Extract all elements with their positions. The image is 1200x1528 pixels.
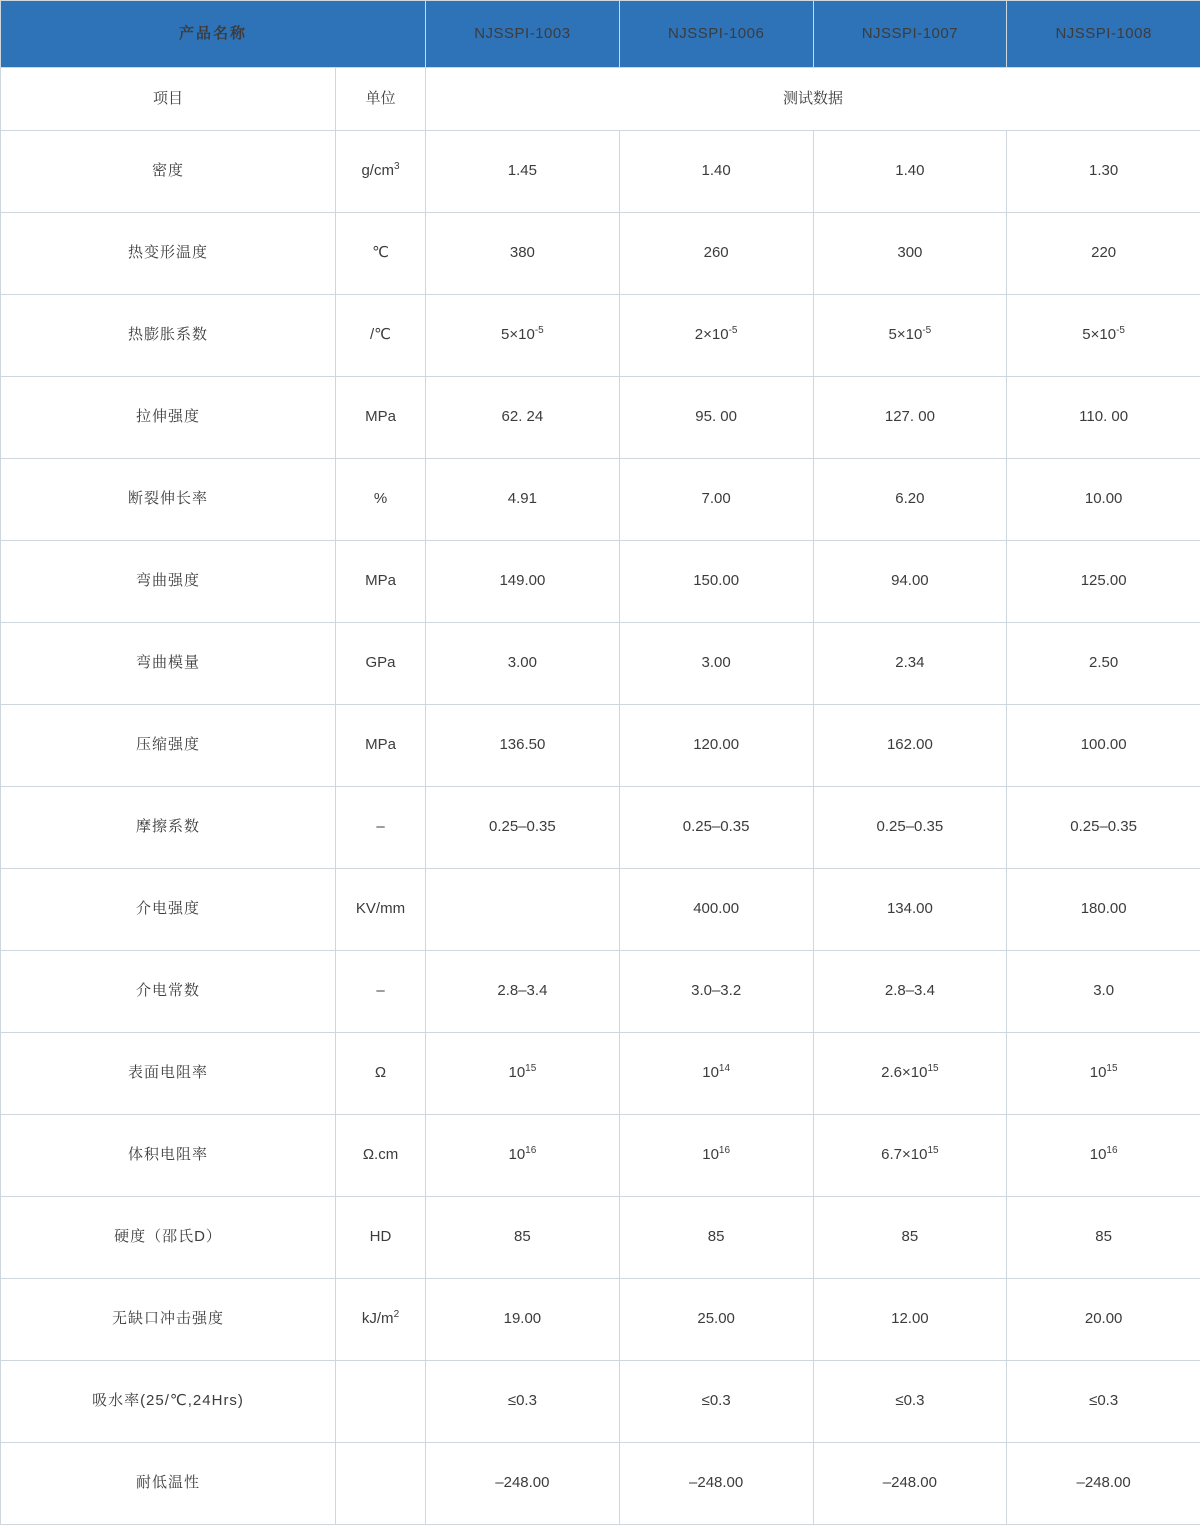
row-item-label: 耐低温性 xyxy=(1,1443,336,1525)
row-value: 0.25–0.35 xyxy=(426,787,620,869)
row-item-label: 体积电阻率 xyxy=(1,1115,336,1197)
header-product-4: NJSSPI-1008 xyxy=(1007,1,1200,68)
table-header xyxy=(1,1,1200,68)
row-value: ≤0.3 xyxy=(1007,1361,1200,1443)
row-unit: ℃ xyxy=(336,213,426,295)
row-item-label: 弯曲模量 xyxy=(1,623,336,705)
row-unit: KV/mm xyxy=(336,869,426,951)
row-value: 1.45 xyxy=(426,131,620,213)
row-value: 2.8–3.4 xyxy=(813,951,1007,1033)
row-value: 3.0 xyxy=(1007,951,1200,1033)
row-value: 300 xyxy=(813,213,1007,295)
row-value: 0.25–0.35 xyxy=(1007,787,1200,869)
row-value: $10^{16}$ xyxy=(1007,1115,1200,1197)
row-value: 3.00 xyxy=(426,623,620,705)
row-value: $6.7\times 10^{15}$ xyxy=(813,1115,1007,1197)
subheader-row xyxy=(1,68,1200,131)
row-unit: – xyxy=(336,951,426,1033)
row-unit: MPa xyxy=(336,541,426,623)
row-item-label: 断裂伸长率 xyxy=(1,459,336,541)
table-row xyxy=(1,623,1200,705)
row-unit: HD xyxy=(336,1197,426,1279)
table-row xyxy=(1,1033,1200,1115)
row-value: 12.00 xyxy=(813,1279,1007,1361)
table-row xyxy=(1,951,1200,1033)
row-value: 3.00 xyxy=(619,623,813,705)
header-product-2: NJSSPI-1006 xyxy=(619,1,813,68)
row-value: 380 xyxy=(426,213,620,295)
row-value: $2\times 10^{-5}$ xyxy=(619,295,813,377)
row-value: 0.25–0.35 xyxy=(813,787,1007,869)
row-unit: /℃ xyxy=(336,295,426,377)
row-value: 25.00 xyxy=(619,1279,813,1361)
row-value: 150.00 xyxy=(619,541,813,623)
row-item-label: 表面电阻率 xyxy=(1,1033,336,1115)
row-value: 100.00 xyxy=(1007,705,1200,787)
row-value: 85 xyxy=(426,1197,620,1279)
header-row xyxy=(1,1,1200,68)
row-value: 134.00 xyxy=(813,869,1007,951)
subheader-test-data: 测试数据 xyxy=(426,68,1200,131)
row-value: 1.40 xyxy=(813,131,1007,213)
row-value: 400.00 xyxy=(619,869,813,951)
subheader-item: 项目 xyxy=(1,68,336,131)
row-item-label: 吸水率(25/℃,24Hrs) xyxy=(1,1361,336,1443)
row-value: 260 xyxy=(619,213,813,295)
row-value: $5\times 10^{-5}$ xyxy=(813,295,1007,377)
row-value: 1.40 xyxy=(619,131,813,213)
table-row xyxy=(1,1197,1200,1279)
row-value: 110. 00 xyxy=(1007,377,1200,459)
table-row xyxy=(1,1361,1200,1443)
row-item-label: 摩擦系数 xyxy=(1,787,336,869)
table-body xyxy=(1,68,1200,1525)
row-value: $10^{16}$ xyxy=(426,1115,620,1197)
row-item-label: 介电常数 xyxy=(1,951,336,1033)
row-item-label: 硬度（邵氏D） xyxy=(1,1197,336,1279)
table-row xyxy=(1,1115,1200,1197)
row-value: –248.00 xyxy=(813,1443,1007,1525)
subheader-unit: 单位 xyxy=(336,68,426,131)
row-value: $10^{16}$ xyxy=(619,1115,813,1197)
table-row xyxy=(1,869,1200,951)
row-unit xyxy=(336,1361,426,1443)
row-value: 127. 00 xyxy=(813,377,1007,459)
row-value: 0.25–0.35 xyxy=(619,787,813,869)
row-value: $10^{14}$ xyxy=(619,1033,813,1115)
row-unit: GPa xyxy=(336,623,426,705)
row-item-label: 拉伸强度 xyxy=(1,377,336,459)
row-value: 6.20 xyxy=(813,459,1007,541)
header-product-1: NJSSPI-1003 xyxy=(426,1,620,68)
row-value: 162.00 xyxy=(813,705,1007,787)
header-product-name: 产品名称 xyxy=(1,1,426,68)
table-row xyxy=(1,213,1200,295)
row-value: $5\times 10^{-5}$ xyxy=(1007,295,1200,377)
row-item-label: 压缩强度 xyxy=(1,705,336,787)
row-value: 2.34 xyxy=(813,623,1007,705)
row-value: 95. 00 xyxy=(619,377,813,459)
table-row xyxy=(1,541,1200,623)
row-value: ≤0.3 xyxy=(813,1361,1007,1443)
table-row xyxy=(1,295,1200,377)
row-value: 85 xyxy=(1007,1197,1200,1279)
row-value: 7.00 xyxy=(619,459,813,541)
row-unit: MPa xyxy=(336,377,426,459)
row-value: 20.00 xyxy=(1007,1279,1200,1361)
row-unit: $g/cm^3$ xyxy=(336,131,426,213)
row-value: 1.30 xyxy=(1007,131,1200,213)
row-value: 136.50 xyxy=(426,705,620,787)
table-row xyxy=(1,377,1200,459)
row-value: $2.6\times 10^{15}$ xyxy=(813,1033,1007,1115)
row-value: 120.00 xyxy=(619,705,813,787)
row-item-label: 热膨胀系数 xyxy=(1,295,336,377)
table-row xyxy=(1,705,1200,787)
table-row xyxy=(1,131,1200,213)
table-row xyxy=(1,459,1200,541)
row-value: 4.91 xyxy=(426,459,620,541)
row-value: 62. 24 xyxy=(426,377,620,459)
row-value: 2.50 xyxy=(1007,623,1200,705)
row-unit: % xyxy=(336,459,426,541)
row-value: –248.00 xyxy=(426,1443,620,1525)
row-unit: Ω xyxy=(336,1033,426,1115)
table-row xyxy=(1,1279,1200,1361)
row-value: $5\times 10^{-5}$ xyxy=(426,295,620,377)
row-item-label: 密度 xyxy=(1,131,336,213)
row-value: $10^{15}$ xyxy=(1007,1033,1200,1115)
row-value: –248.00 xyxy=(619,1443,813,1525)
row-value: 85 xyxy=(619,1197,813,1279)
row-value: 10.00 xyxy=(1007,459,1200,541)
row-unit xyxy=(336,1443,426,1525)
table-row xyxy=(1,1443,1200,1525)
row-value: 149.00 xyxy=(426,541,620,623)
row-value: –248.00 xyxy=(1007,1443,1200,1525)
row-value: 180.00 xyxy=(1007,869,1200,951)
row-value xyxy=(426,869,620,951)
row-item-label: 无缺口冲击强度 xyxy=(1,1279,336,1361)
row-unit: – xyxy=(336,787,426,869)
row-value: 3.0–3.2 xyxy=(619,951,813,1033)
row-value: 125.00 xyxy=(1007,541,1200,623)
row-value: 2.8–3.4 xyxy=(426,951,620,1033)
row-item-label: 介电强度 xyxy=(1,869,336,951)
row-item-label: 弯曲强度 xyxy=(1,541,336,623)
table-row xyxy=(1,787,1200,869)
row-value: ≤0.3 xyxy=(426,1361,620,1443)
row-value: 94.00 xyxy=(813,541,1007,623)
row-unit: MPa xyxy=(336,705,426,787)
row-unit: Ω.cm xyxy=(336,1115,426,1197)
header-product-3: NJSSPI-1007 xyxy=(813,1,1007,68)
row-item-label: 热变形温度 xyxy=(1,213,336,295)
row-value: ≤0.3 xyxy=(619,1361,813,1443)
row-value: $10^{15}$ xyxy=(426,1033,620,1115)
row-value: 220 xyxy=(1007,213,1200,295)
row-value: 85 xyxy=(813,1197,1007,1279)
row-unit: $kJ/m^2$ xyxy=(336,1279,426,1361)
row-value: 19.00 xyxy=(426,1279,620,1361)
